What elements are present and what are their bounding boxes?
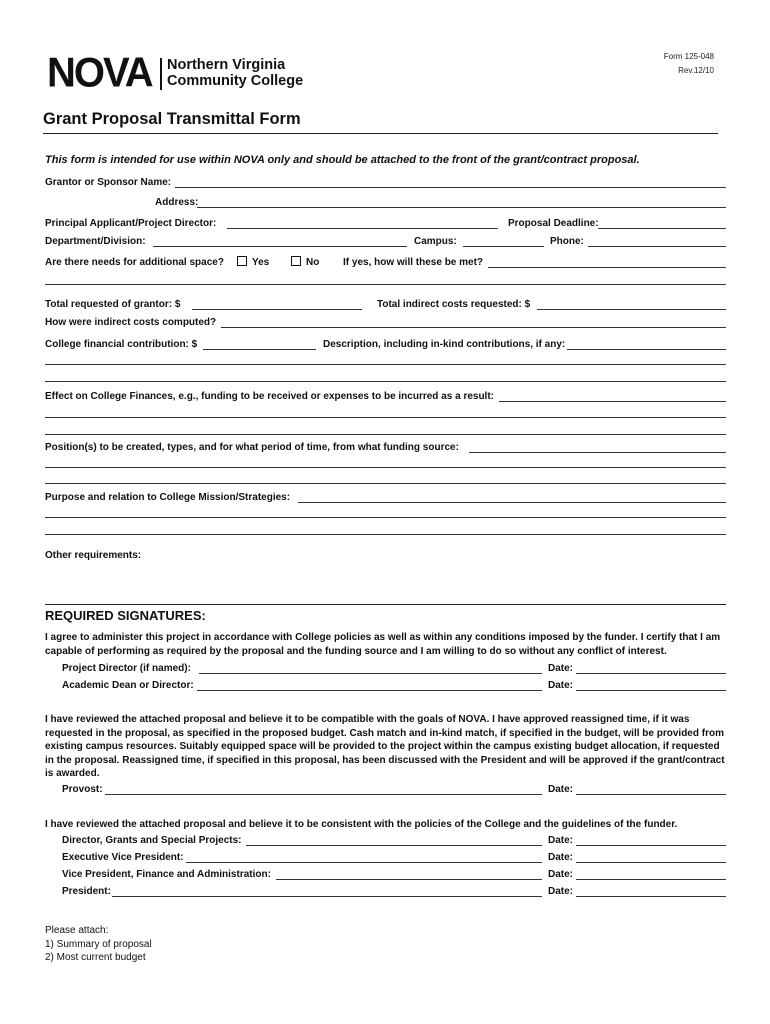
academic-dean-signature[interactable] [197,690,542,691]
purpose-label: Purpose and relation to College Mission/Strategies: [45,492,291,503]
address-row [45,196,726,210]
principal-applicant-field[interactable] [227,228,498,229]
space-no-option[interactable] [291,256,319,270]
agreement-paragraph-1: I agree to administer this project in accordance with College policies as well as within any conditions imposed by the funder. I certify that I am capable of performing as required by the proposal and the funding source and I am willing to do so without any conflict of interest. [45,632,721,657]
principal-row [45,217,726,231]
purpose-line3[interactable] [45,534,726,535]
president-date-field[interactable] [576,896,726,897]
effect-row [45,390,726,404]
project-director-date-label: Date: [548,663,574,674]
page-title: Grant Proposal Transmittal Form [43,110,301,128]
director-grants-date-label: Date: [548,835,574,846]
positions-line3[interactable] [45,483,726,484]
positions-label: Position(s) to be created, types, and for what period of time, from what funding source: [45,442,459,453]
attach-item-2: 2) Most current budget [45,952,146,964]
evp-date-label: Date: [548,852,574,863]
total-indirect-label: Total indirect costs requested: $ [377,299,531,310]
space-yes-option[interactable] [237,256,269,270]
positions-line2[interactable] [45,467,726,468]
nova-logo: NOVA [47,49,152,97]
campus-field[interactable] [463,246,544,247]
intro-text: This form is intended for use within NOVA only and should be attached to the front of the grant/contract proposal. [45,154,640,166]
provost-row [45,783,726,797]
grantor-label: Grantor or Sponsor Name: [45,177,172,188]
vp-finance-row [45,868,726,882]
president-row [45,885,726,899]
vp-finance-signature[interactable] [276,879,542,880]
provost-date-label: Date: [548,784,574,795]
college-contribution-field[interactable] [203,349,316,350]
agreement-paragraph-3: I have reviewed the attached proposal and believe it to be consistent with the policies of the College and the guidelines of the funder. [45,819,678,830]
academic-dean-row [45,679,726,693]
other-row [45,549,726,563]
evp-label: Executive Vice President: [62,852,184,863]
academic-dean-label: Academic Dean or Director: [62,680,194,691]
college-name-line2: Community College [167,73,304,89]
campus-label: Campus: [414,236,457,247]
grantor-field[interactable] [175,187,726,188]
revision: Rev.12/10 [678,66,714,75]
contribution-description-label: Description, including in-kind contributions, if any: [323,339,566,350]
address-field[interactable] [197,207,726,208]
space-how-field[interactable] [488,267,726,268]
vp-finance-date-field[interactable] [576,879,726,880]
vp-finance-date-label: Date: [548,869,574,880]
president-label: President: [62,886,111,897]
college-name [167,57,303,89]
other-requirements-label: Other requirements: [45,550,142,561]
attach-item-1: 1) Summary of proposal [45,938,152,950]
project-director-date-field[interactable] [576,673,726,674]
director-grants-row [45,834,726,848]
total-requested-label: Total requested of grantor: $ [45,299,181,310]
logo-divider [160,58,162,90]
project-director-label: Project Director (if named): [62,663,191,674]
effect-line3[interactable] [45,434,726,435]
effect-finances-field[interactable] [499,401,726,402]
space-how-label: If yes, how will these be met? [343,257,484,268]
attachments-list [45,924,152,965]
effect-line2[interactable] [45,417,726,418]
provost-signature[interactable] [105,794,542,795]
phone-field[interactable] [588,246,726,247]
no-checkbox[interactable] [291,256,301,266]
vp-finance-label: Vice President, Finance and Administration: [62,869,271,880]
effect-finances-label: Effect on College Finances, e.g., funding to be received or expenses to be incurred as a result: [45,391,494,402]
agreement-paragraph-2: I have reviewed the attached proposal and believe it to be compatible with the goals of NOVA. I have approved reassigned time, if it was requested in the proposal, as specified in the proposed budget. Cash match and in-kind match, if specified in the budget, will be provided from existing campus resources. Suitably equipped space will be provided to the project within the campus existing budget allocation, if requested in the proposal. Reassigned time, if specified in this proposal, has been discussed with the President and will be approved if the grant/contract is awarded. [45,714,725,780]
project-director-signature[interactable] [199,673,542,674]
department-row [45,235,726,249]
signatures-rule [45,604,726,605]
space-how-field-line2[interactable] [45,284,726,285]
college-name-line1: Northern Virginia [167,57,286,73]
yes-label: Yes [252,257,270,268]
totals-row [45,298,726,312]
project-director-row [45,662,726,676]
signatures-heading: REQUIRED SIGNATURES: [45,608,206,623]
department-label: Department/Division: [45,236,146,247]
proposal-deadline-field[interactable] [598,228,726,229]
space-question-label: Are there needs for additional space? [45,257,224,268]
contribution-line3[interactable] [45,381,726,382]
director-grants-date-field[interactable] [576,845,726,846]
director-grants-label: Director, Grants and Special Projects: [62,835,242,846]
yes-checkbox[interactable] [237,256,247,266]
form-number-block [664,50,714,78]
contribution-description-field[interactable] [567,349,726,350]
president-signature[interactable] [112,896,542,897]
positions-row [45,441,726,455]
no-label: No [306,257,320,268]
provost-label: Provost: [62,784,103,795]
director-grants-signature[interactable] [246,845,542,846]
purpose-line2[interactable] [45,517,726,518]
form-number: Form 125-048 [663,52,714,61]
address-label: Address: [155,197,199,208]
space-row [45,256,726,270]
evp-signature[interactable] [186,862,542,863]
president-date-label: Date: [548,886,574,897]
positions-field[interactable] [469,452,726,453]
academic-dean-date-field[interactable] [576,690,726,691]
college-contribution-label: College financial contribution: $ [45,339,198,350]
principal-applicant-label: Principal Applicant/Project Director: [45,218,217,229]
purpose-row [45,491,726,505]
purpose-field[interactable] [298,502,726,503]
contribution-row [45,338,726,352]
department-field[interactable] [153,246,407,247]
indirect-computed-field[interactable] [221,327,726,328]
proposal-deadline-label: Proposal Deadline: [508,218,599,229]
evp-row [45,851,726,865]
grantor-row [45,176,726,190]
phone-label: Phone: [550,236,584,247]
provost-date-field[interactable] [576,794,726,795]
title-rule [43,133,718,134]
indirect-row [45,316,726,330]
total-requested-field[interactable] [192,309,362,310]
indirect-computed-label: How were indirect costs computed? [45,317,217,328]
contribution-line2[interactable] [45,364,726,365]
attach-heading: Please attach: [45,925,109,936]
total-indirect-field[interactable] [537,309,726,310]
academic-dean-date-label: Date: [548,680,574,691]
evp-date-field[interactable] [576,862,726,863]
